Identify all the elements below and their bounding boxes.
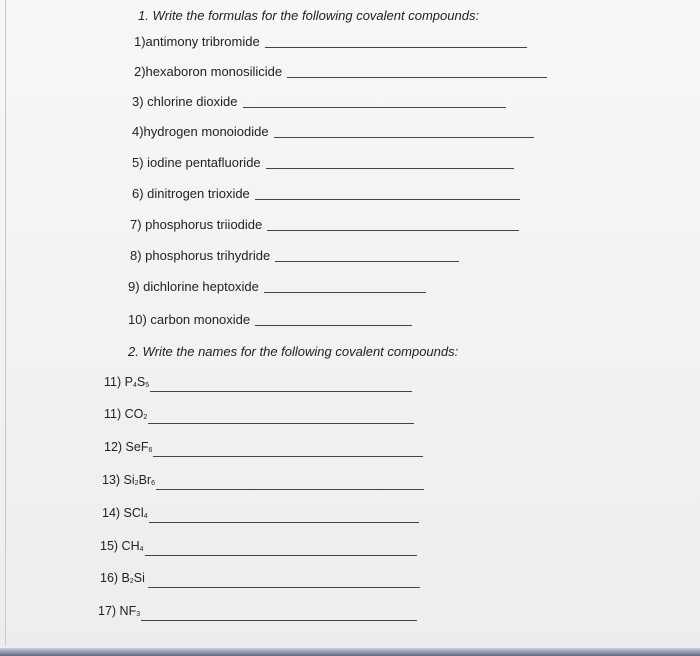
formula-item xyxy=(130,217,519,233)
answer-blank[interactable] xyxy=(156,489,424,490)
name-item xyxy=(104,374,412,394)
answer-blank[interactable] xyxy=(141,620,417,621)
formula-item xyxy=(132,155,514,171)
item-label: 4)hydrogen monoiodide xyxy=(132,124,269,139)
formula-item xyxy=(128,279,426,295)
name-item xyxy=(100,538,417,558)
answer-blank[interactable] xyxy=(275,261,459,262)
name-item xyxy=(98,603,417,623)
item-label: 12) SeF$_6$ xyxy=(104,440,153,454)
item-label: 1)antimony tribromide xyxy=(134,34,260,49)
formula-item xyxy=(130,248,459,264)
item-label: 11) $CO_2$ xyxy=(104,407,148,421)
formula-item xyxy=(128,312,412,328)
name-item xyxy=(104,406,414,426)
answer-blank[interactable] xyxy=(287,77,547,78)
item-label: 2)hexaboron monosilicide xyxy=(134,64,283,79)
name-item xyxy=(102,505,419,525)
item-label: 5) iodine pentafluoride xyxy=(132,155,261,170)
name-item xyxy=(104,439,423,459)
formula-item xyxy=(132,124,534,140)
item-label: 7) phosphorus triiodide xyxy=(130,217,263,232)
item-label: 14) SCl$_4$ xyxy=(102,506,148,520)
formula-item xyxy=(134,64,547,80)
formula-item xyxy=(132,186,520,202)
page-edge-rule xyxy=(5,0,6,646)
answer-blank[interactable] xyxy=(148,587,420,588)
item-label: 6) dinitrogen trioxide xyxy=(132,186,250,201)
item-label: 13) $Si_2Br_6$ xyxy=(102,473,155,487)
answer-blank[interactable] xyxy=(149,522,419,523)
answer-blank[interactable] xyxy=(255,325,412,326)
formula-item xyxy=(134,34,527,50)
item-label: 9) dichlorine heptoxide xyxy=(128,279,259,294)
name-item xyxy=(102,472,424,492)
answer-blank[interactable] xyxy=(266,168,514,169)
item-label: 8) phosphorus trihydride xyxy=(130,248,271,263)
item-label: 11) $P_4S_5$ xyxy=(104,375,150,389)
answer-blank[interactable] xyxy=(243,107,506,108)
answer-blank[interactable] xyxy=(150,391,412,392)
name-item xyxy=(100,570,420,590)
answer-blank[interactable] xyxy=(267,230,519,231)
answer-blank[interactable] xyxy=(153,456,423,457)
answer-blank[interactable] xyxy=(148,423,414,424)
answer-blank[interactable] xyxy=(264,292,426,293)
item-label: 10) carbon monoxide xyxy=(128,312,251,327)
question-1-header: 1. Write the formulas for the following covalent compounds: xyxy=(138,8,480,23)
item-label: 15) $CH_4$ xyxy=(100,539,144,553)
question-2-header: 2. Write the names for the following covalent compounds: xyxy=(128,344,459,359)
answer-blank[interactable] xyxy=(265,47,527,48)
page-bottom-edge xyxy=(0,648,700,656)
item-label: 17) $NF_3$ xyxy=(98,604,141,618)
answer-blank[interactable] xyxy=(145,555,417,556)
answer-blank[interactable] xyxy=(255,199,520,200)
formula-item xyxy=(132,94,506,110)
item-label: 16) $B_2Si$ xyxy=(100,571,145,585)
answer-blank[interactable] xyxy=(274,137,534,138)
item-label: 3) chlorine dioxide xyxy=(132,94,238,109)
